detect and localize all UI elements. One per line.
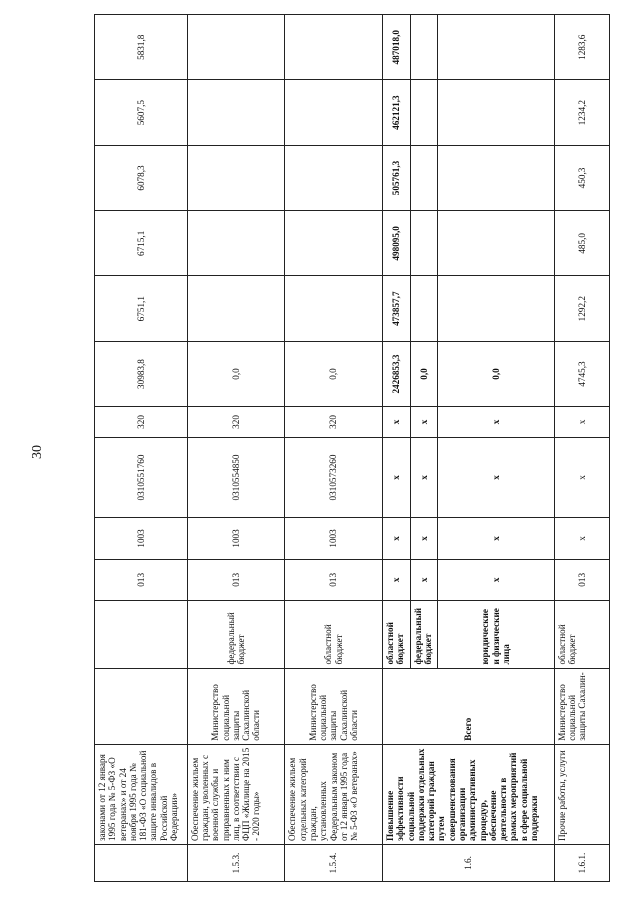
year-value: 1234,2 xyxy=(554,80,609,145)
budget-source: юридические и физические лица xyxy=(438,601,555,669)
rzpr-code: 1003 xyxy=(95,518,188,559)
year-value xyxy=(410,211,438,276)
rzpr-code: х xyxy=(410,518,438,559)
measure-name: Обеспечение жильем отдельных категорий граждан, установленных Федеральным законом от 12 января 1995 года № 5-ФЗ «О ветеранах» xyxy=(285,744,383,844)
year-value xyxy=(187,145,285,210)
year-value: 498095,0 xyxy=(382,211,410,276)
executor: Министерство социальной защиты Сахалин- xyxy=(554,668,609,744)
rotated-budget-table-page xyxy=(94,14,610,882)
vr-code: х xyxy=(438,407,555,437)
vr-code: х xyxy=(382,407,410,437)
grbs-code: 013 xyxy=(285,559,383,600)
table-row xyxy=(285,15,383,882)
table-row xyxy=(382,15,410,882)
csr-code: х xyxy=(438,437,555,518)
year-value: 1292,2 xyxy=(554,276,609,341)
executor: Министерство социальной защиты Сахалинской области xyxy=(285,668,383,744)
total-value: 0,0 xyxy=(187,341,285,406)
rzpr-code: х xyxy=(438,518,555,559)
csr-code: х xyxy=(382,437,410,518)
year-value: 5831,8 xyxy=(95,15,188,80)
vr-code: 320 xyxy=(95,407,188,437)
csr-code: 0310554850 xyxy=(187,437,285,518)
row-number: 1.5.4. xyxy=(285,844,383,881)
budget-source: областной бюджет xyxy=(554,601,609,669)
year-value xyxy=(410,276,438,341)
budget-source: областной бюджет xyxy=(285,601,383,669)
grbs-code: х xyxy=(438,559,555,600)
year-value: 6078,3 xyxy=(95,145,188,210)
rzpr-code: х xyxy=(382,518,410,559)
rzpr-code: 1003 xyxy=(187,518,285,559)
total-value: 0,0 xyxy=(438,341,555,406)
total-value: 0,0 xyxy=(285,341,383,406)
row-number: 1.6. xyxy=(382,844,554,881)
vr-code: х xyxy=(410,407,438,437)
csr-code: х xyxy=(410,437,438,518)
total-value: 4745,3 xyxy=(554,341,609,406)
grbs-code: х xyxy=(382,559,410,600)
vr-code: 320 xyxy=(285,407,383,437)
vr-code: х xyxy=(554,407,609,437)
total-value: 2426853,3 xyxy=(382,341,410,406)
table-row xyxy=(554,15,609,882)
year-value xyxy=(285,80,383,145)
year-value xyxy=(438,145,555,210)
year-value xyxy=(187,276,285,341)
year-value xyxy=(285,145,383,210)
csr-code: 0310551760 xyxy=(95,437,188,518)
grbs-code: 013 xyxy=(187,559,285,600)
budget-table xyxy=(94,14,610,882)
year-value: 505761,3 xyxy=(382,145,410,210)
budget-source xyxy=(95,601,188,669)
year-value xyxy=(438,80,555,145)
year-value: 5607,5 xyxy=(95,80,188,145)
year-value: 462121,3 xyxy=(382,80,410,145)
year-value xyxy=(438,15,555,80)
year-value xyxy=(410,15,438,80)
vr-code: 320 xyxy=(187,407,285,437)
year-value: 1283,6 xyxy=(554,15,609,80)
year-value xyxy=(285,276,383,341)
row-number: 1.5.3. xyxy=(187,844,285,881)
table-row xyxy=(95,15,188,882)
total-value: 30983,8 xyxy=(95,341,188,406)
grbs-code: 013 xyxy=(554,559,609,600)
year-value: 485,0 xyxy=(554,211,609,276)
measure-name: Прочие работы, услуги xyxy=(554,744,609,844)
row-number xyxy=(95,844,188,881)
budget-source: областной бюджет xyxy=(382,601,410,669)
year-value: 6715,1 xyxy=(95,211,188,276)
executor: Министерство социальной защиты Сахалинской области xyxy=(187,668,285,744)
year-value xyxy=(438,276,555,341)
year-value: 487018,0 xyxy=(382,15,410,80)
page-number: 30 xyxy=(30,445,45,459)
rzpr-code: х xyxy=(554,518,609,559)
csr-code: 0310573260 xyxy=(285,437,383,518)
table-row xyxy=(187,15,285,882)
budget-source: федеральный бюджет xyxy=(410,601,438,669)
executor xyxy=(95,668,188,744)
total-value: 0,0 xyxy=(410,341,438,406)
year-value xyxy=(285,15,383,80)
grbs-code: 013 xyxy=(95,559,188,600)
row-number: 1.6.1. xyxy=(554,844,609,881)
year-value: 450,3 xyxy=(554,145,609,210)
csr-code: х xyxy=(554,437,609,518)
year-value xyxy=(410,145,438,210)
year-value xyxy=(187,15,285,80)
grbs-code: х xyxy=(410,559,438,600)
rzpr-code: 1003 xyxy=(285,518,383,559)
measure-name: Повышение эффективности социальной поддержки отдельных категорий граждан путем совершенствования организации административных процедур, обеспечение деятельности в рамках мероприятий в сфере социальной поддержки xyxy=(382,744,554,844)
executor-total: Всего xyxy=(382,668,554,744)
measure-name: Обеспечение жильем граждан, уволенных с военной службы и приравненных к ним лиц, в соответствии с ФЦП «Жилище на 2015 - 2020 годы» xyxy=(187,744,285,844)
year-value xyxy=(438,211,555,276)
year-value xyxy=(285,211,383,276)
measure-name: законами от 12 января 1995 года № 5-ФЗ «О ветеранах» и от 24 ноября 1995 года № 181-ФЗ «О социальной защите инвалидов в Российской Федерации» xyxy=(95,744,188,844)
year-value xyxy=(187,80,285,145)
year-value: 473857,7 xyxy=(382,276,410,341)
budget-source: федеральный бюджет xyxy=(187,601,285,669)
year-value xyxy=(187,211,285,276)
year-value xyxy=(410,80,438,145)
year-value: 6751,1 xyxy=(95,276,188,341)
